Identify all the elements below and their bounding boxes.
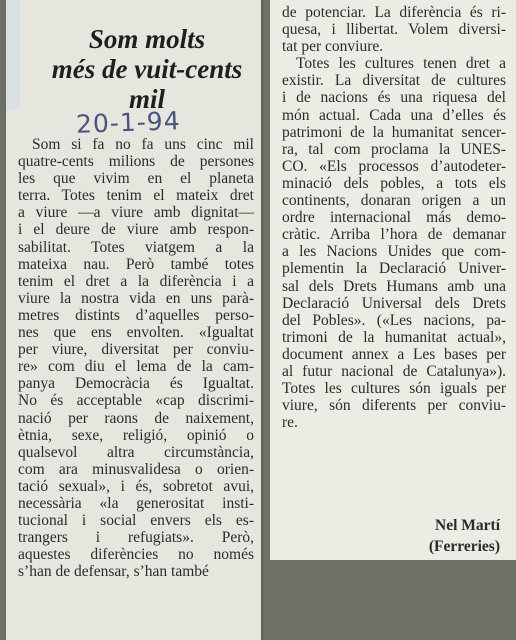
text-line: patrimoni de la humanitat sencer- bbox=[282, 123, 506, 141]
text-line: metres distints d’aquelles perso- bbox=[18, 306, 254, 324]
text-line: CO. «Els processos d’autodeter- bbox=[282, 157, 506, 175]
left-column-text bbox=[18, 136, 254, 580]
right-column-text bbox=[282, 4, 506, 431]
text-line: plementin la Declaració Univer- bbox=[282, 260, 506, 278]
text-line: cràtic. Arriba l’hora de demanar bbox=[282, 226, 506, 244]
text-line: com ara minusvalidesa o orien- bbox=[18, 460, 254, 478]
text-line: terra. Totes tenim el mateix dret bbox=[18, 187, 254, 205]
text-line: tació sexual», i és, sobretot avui, bbox=[18, 477, 254, 495]
right-clipping bbox=[270, 0, 516, 560]
text-line: nes que ens envolten. «Igualtat bbox=[18, 324, 254, 342]
text-line: re. bbox=[282, 414, 298, 432]
text-line: ordre internacional más demo- bbox=[282, 209, 506, 227]
text-line: del Pobles». («Les nacions, pa- bbox=[282, 311, 506, 329]
background-strip bbox=[6, 0, 20, 110]
text-line: s’han de defensar, s’han també bbox=[18, 563, 209, 581]
text-line: trimoni de la humanitat actual», bbox=[282, 328, 506, 346]
text-line: nació per raons de naixement, bbox=[18, 409, 254, 427]
text-line: Declaració Universal dels Drets bbox=[282, 294, 506, 312]
text-line: a viure —a viure amb dignitat— bbox=[18, 204, 254, 222]
text-line: per viure, diversitat per conviu- bbox=[18, 341, 254, 359]
text-line: a les Nacions Unides que com- bbox=[282, 243, 506, 261]
text-line: Totes les cultures són iguals per bbox=[282, 380, 506, 398]
text-line: i de nacions és una riquesa del bbox=[282, 89, 506, 107]
text-line: viure la nostra vida en uns parà- bbox=[18, 289, 254, 307]
title-line: Som molts bbox=[88, 24, 206, 54]
text-line: les que vivim en el planeta bbox=[18, 170, 254, 188]
text-line: ètnia, sexe, religió, opinió o bbox=[18, 426, 254, 444]
text-line: re» com diu el lema de la cam- bbox=[18, 358, 254, 376]
signature-place: (Ferreries) bbox=[428, 538, 500, 555]
text-line: de potenciar. La diferència és ri- bbox=[282, 4, 506, 21]
title-line: mil bbox=[128, 84, 165, 114]
text-line: al futur nacional de Catalunya»). bbox=[282, 362, 506, 380]
text-line: aquestes diferències no només bbox=[18, 546, 254, 564]
text-line: món actual. Cada una d’elles és bbox=[282, 106, 506, 124]
title-line: més de vuit-cents bbox=[51, 54, 243, 84]
text-line: continents, donaran origen a un bbox=[282, 192, 506, 210]
text-line: No és acceptable «cap discrimi- bbox=[18, 392, 254, 410]
text-line: sal dels Drets Humans amb una bbox=[282, 277, 506, 295]
text-line: document annex a Les bases per bbox=[282, 345, 506, 363]
text-line: necessària «la generositat insti- bbox=[18, 494, 254, 512]
text-line: trangers i refugiats». Però, bbox=[18, 529, 254, 547]
text-line: qualsevol altra circumstància, bbox=[18, 443, 254, 461]
text-line: Som si fa no fa uns cinc mil bbox=[32, 136, 254, 153]
article-title bbox=[42, 24, 252, 114]
text-line: panya Democràcia és Igualtat. bbox=[18, 375, 254, 393]
text-line: viure, són diferents per conviu- bbox=[282, 397, 506, 415]
text-line: mateixa nau. Però també totes bbox=[18, 255, 254, 273]
text-line: sabilitat. Totes viatgem a la bbox=[18, 238, 254, 256]
text-line: Totes les cultures tenen dret a bbox=[296, 55, 506, 73]
text-line: tucional i social envers els es- bbox=[18, 512, 254, 530]
text-line: i el deure de viure amb respon- bbox=[18, 221, 254, 239]
text-line: tat per conviure. bbox=[282, 38, 384, 56]
handwritten-date: 20-1-94 bbox=[75, 106, 182, 139]
text-line: ra, tal com proclama la UNES- bbox=[282, 140, 506, 158]
signature-name: Nel Martí bbox=[435, 517, 500, 534]
text-line: minació dels pobles, a tots els bbox=[282, 174, 506, 192]
text-line: quatre-cents milions de persones bbox=[18, 153, 254, 171]
left-clipping bbox=[6, 0, 261, 640]
text-line: existir. La diversitat de cultures bbox=[282, 72, 506, 90]
text-line: tenim el dret a la diferència i a bbox=[18, 272, 254, 290]
text-line: quesa, i llibertat. Volem diversi- bbox=[282, 21, 506, 39]
